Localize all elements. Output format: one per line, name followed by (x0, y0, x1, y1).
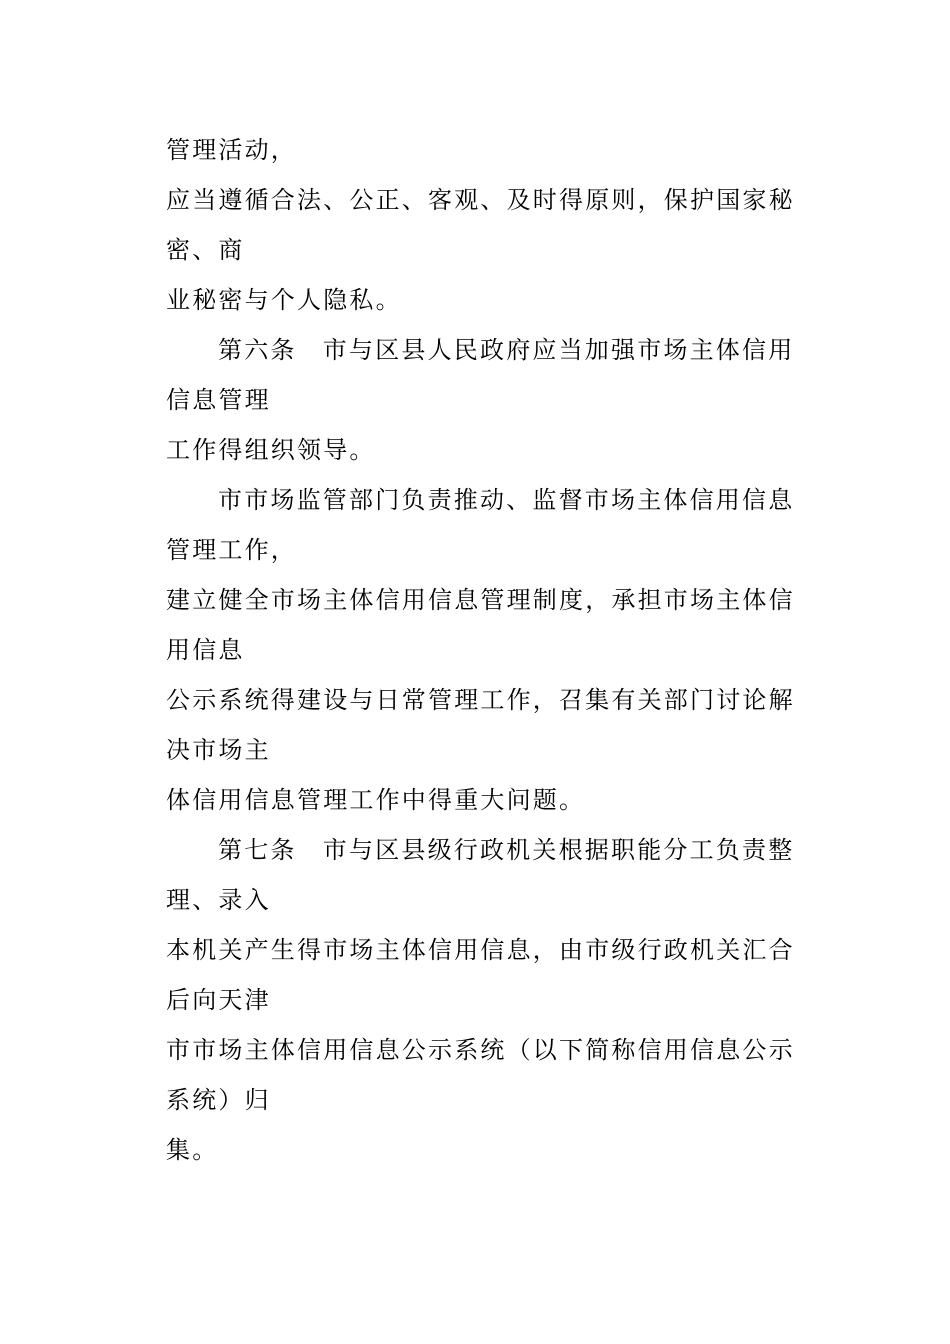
text-line: 集。 (166, 1136, 219, 1164)
text-line: 管理工作， (166, 536, 297, 564)
text-line: 业秘密与个人隐私。 (166, 286, 402, 314)
text-line: 市市场主体信用信息公示系统（以下简称信用信息公示 (166, 1036, 795, 1064)
text-line: 理、录入 (166, 886, 271, 914)
text-line: 后向天津 (166, 986, 271, 1014)
text-line: 管理活动， (166, 136, 297, 164)
text-line: 系统）归 (166, 1086, 271, 1114)
text-line: 体信用信息管理工作中得重大问题。 (166, 786, 586, 814)
text-line: 决市场主 (166, 736, 271, 764)
text-line: 本机关产生得市场主体信用信息，由市级行政机关汇合 (166, 936, 795, 964)
text-line: 用信息 (166, 636, 245, 664)
article-heading-line: 第六条 市与区县人民政府应当加强市场主体信用 (218, 336, 795, 364)
text-line: 工作得组织领导。 (166, 436, 376, 464)
text-line: 信息管理 (166, 386, 271, 414)
paragraph-first-line: 市市场监管部门负责推动、监督市场主体信用信息 (218, 486, 795, 514)
article-heading-line: 第七条 市与区县级行政机关根据职能分工负责整 (218, 836, 795, 864)
text-line: 密、商 (166, 236, 245, 264)
text-line: 建立健全市场主体信用信息管理制度，承担市场主体信 (166, 586, 795, 614)
text-line: 应当遵循合法、公正、客观、及时得原则，保护国家秘 (166, 186, 795, 214)
text-line: 公示系统得建设与日常管理工作，召集有关部门讨论解 (166, 686, 795, 714)
